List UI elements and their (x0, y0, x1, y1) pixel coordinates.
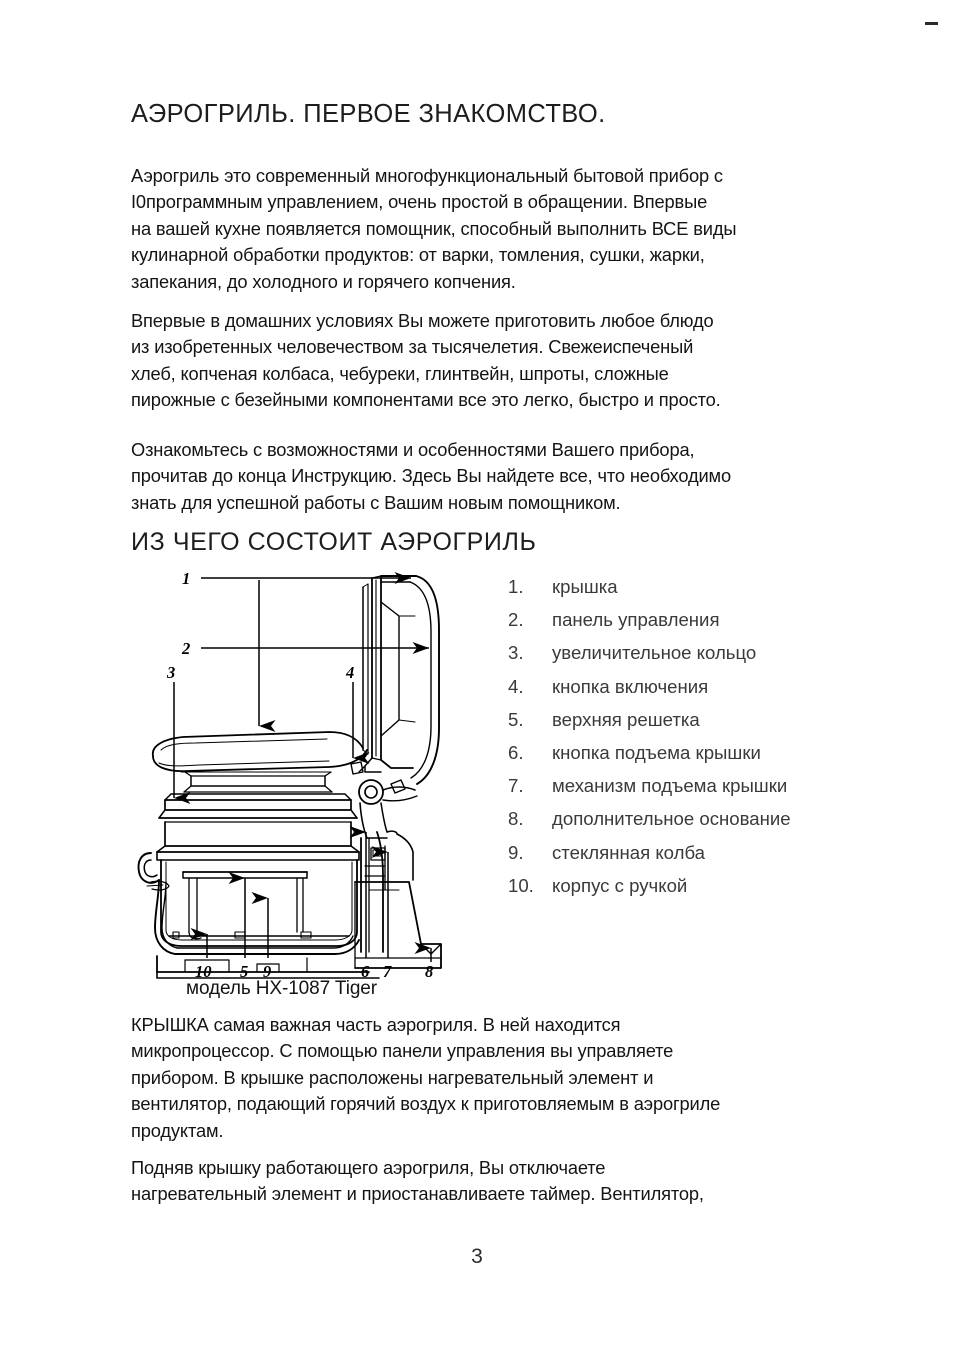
text-line: кулинарной обработки продуктов: от варки, томления, сушки, жарки, (131, 244, 705, 266)
paragraph-lid-description (131, 1012, 843, 1144)
callout-number-8: 8 (425, 962, 434, 981)
list-item-number: 10. (508, 874, 534, 896)
list-item-number: 3. (508, 642, 524, 664)
callout-number-5: 5 (240, 962, 249, 981)
text-line: пирожные с безейными компонентами все это легко, быстро и просто. (131, 389, 721, 411)
list-item-label: увеличительное кольцо (552, 642, 757, 664)
figure-caption: модель HX-1087 Tiger (186, 978, 378, 999)
list-item (508, 836, 858, 869)
list-item-label: дополнительное основание (552, 808, 791, 830)
scan-artifact-mark (925, 22, 938, 25)
list-item-label: механизм подъема крышки (552, 775, 788, 797)
callout-number-10: 10 (195, 962, 212, 981)
paragraph-capabilities (131, 308, 843, 414)
text-line: Впервые в домашних условиях Вы можете приготовить любое блюдо (131, 310, 714, 331)
list-item (508, 603, 858, 636)
list-item-label: стеклянная колба (552, 841, 706, 863)
list-item-number: 8. (508, 808, 524, 830)
list-item (508, 802, 858, 835)
text-line: микропроцессор. С помощью панели управления вы управляете (131, 1040, 674, 1062)
list-item (508, 869, 858, 902)
list-item-number: 2. (508, 609, 524, 631)
list-item (508, 570, 858, 603)
list-item-label: панель управления (552, 609, 720, 631)
text-line: нагревательный элемент и приостанавливаете таймер. Вентилятор, (131, 1183, 704, 1205)
text-line: прибором. В крышке расположены нагревательный элемент и (131, 1066, 654, 1088)
list-item (508, 769, 858, 802)
text-line: КРЫШКА самая важная часть аэрогриля. В ней находится (131, 1014, 621, 1035)
callout-number-3: 3 (167, 663, 176, 682)
text-line: I0программным управлением, очень простой в обращении. Впервые (131, 191, 708, 213)
text-line: Ознакомьтесь с возможностями и особенностями Вашего прибора, (131, 439, 695, 460)
section-title: ИЗ ЧЕГО СОСТОИТ АЭРОГРИЛЬ (131, 528, 537, 556)
paragraph-intro (131, 163, 843, 295)
list-item-number: 7. (508, 775, 524, 797)
list-item (508, 736, 858, 769)
list-item (508, 670, 858, 703)
callout-number-1: 1 (182, 569, 191, 588)
list-item-label: кнопка подъема крышки (552, 741, 761, 763)
text-line: запекания, до холодного и горячего копчения. (131, 270, 516, 292)
callout-number-2: 2 (182, 639, 191, 658)
text-line: продуктам. (131, 1119, 224, 1141)
list-item-number: 5. (508, 708, 524, 730)
list-item-label: крышка (552, 576, 618, 597)
page-number: 3 (471, 1245, 483, 1268)
list-item (508, 636, 858, 669)
text-line: Аэрогриль это современный многофункциональный бытовой прибор с (131, 165, 723, 186)
text-line: Подняв крышку работающего аэрогриля, Вы отключаете (131, 1157, 606, 1178)
callout-number-6: 6 (361, 962, 370, 981)
text-line: вентилятор, подающий горячий воздух к приготовляемым в аэрогриле (131, 1093, 721, 1115)
list-item-number: 4. (508, 675, 524, 697)
text-line: знать для успешной работы с Вашим новым помощником. (131, 491, 621, 513)
list-item-number: 9. (508, 841, 524, 863)
list-item (508, 703, 858, 736)
parts-list (508, 570, 858, 902)
page-title: АЭРОГРИЛЬ. ПЕРВОЕ ЗНАКОМСТВО. (131, 100, 606, 128)
callout-number-9: 9 (263, 962, 272, 981)
list-item-number: 6. (508, 741, 524, 763)
list-item-label: корпус с ручкой (552, 874, 688, 896)
list-item-number: 1. (508, 576, 524, 597)
list-item-label: верхняя решетка (552, 708, 700, 730)
text-line: прочитав до конца Инструкцию. Здесь Вы найдете все, что необходимо (131, 465, 731, 487)
callout-number-7: 7 (383, 962, 392, 981)
list-item-label: кнопка включения (552, 675, 709, 697)
paragraph-lifting-note (131, 1155, 843, 1208)
text-line: из изобретенных человечеством за тысячелетия. Свежеиспеченый (131, 336, 694, 358)
paragraph-instruction-note (131, 437, 843, 516)
airfryer-diagram (129, 560, 469, 1010)
callout-number-4: 4 (346, 663, 355, 682)
text-line: на вашей кухне появляется помощник, способный выполнить ВСЕ виды (131, 217, 737, 239)
text-line: хлеб, копченая колбаса, чебуреки, глинтвейн, шпроты, сложные (131, 362, 669, 384)
